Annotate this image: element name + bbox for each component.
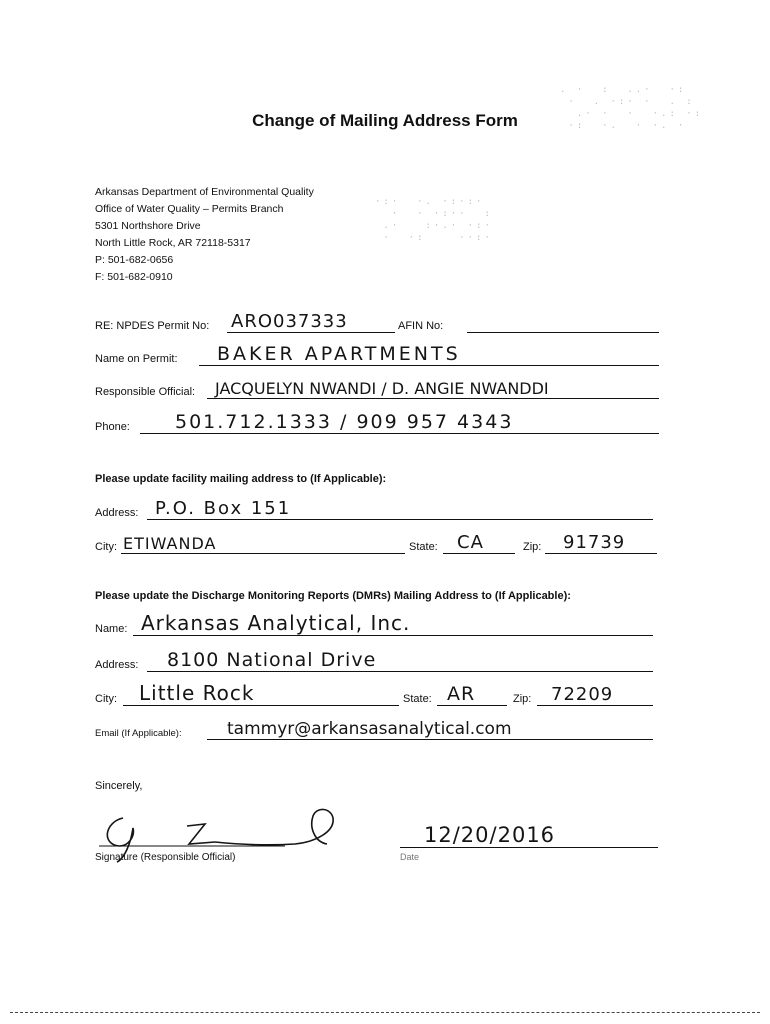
phone-field[interactable]: 501.712.1333 / 909 957 4343 <box>175 411 514 433</box>
facility-state-field[interactable]: CA <box>457 532 484 553</box>
signature-mark <box>95 800 375 880</box>
dmr-name-field[interactable]: Arkansas Analytical, Inc. <box>141 611 411 635</box>
agency-line: Arkansas Department of Environmental Quality <box>95 186 314 198</box>
responsible-official-row <box>95 379 755 401</box>
page-bottom-rule <box>10 1012 760 1013</box>
dmr-name-line <box>133 635 653 636</box>
received-stamp-middle: ·:· ·. ·:·:· · · ·:·· : .· :·.· ·:· · ·: ··:· <box>375 197 493 243</box>
agency-line: North Little Rock, AR 72118-5317 <box>95 237 251 249</box>
facility-city-label: City: <box>95 541 117 553</box>
dmr-zip-line <box>537 705 653 706</box>
permit-no-line <box>227 332 395 333</box>
name-on-permit-line <box>199 365 659 366</box>
dmr-name-row <box>95 611 665 638</box>
closing-text: Sincerely, <box>95 780 143 792</box>
page-title: Change of Mailing Address Form <box>252 111 518 130</box>
facility-state-line <box>443 553 515 554</box>
dmr-state-label: State: <box>403 693 432 705</box>
dmr-email-field[interactable]: tammyr@arkansasanalytical.com <box>227 719 512 739</box>
permit-row <box>95 313 665 335</box>
facility-state-label: State: <box>409 541 438 553</box>
dmr-address-row <box>95 649 665 674</box>
dmr-city-row <box>95 681 665 708</box>
facility-zip-label: Zip: <box>523 541 542 553</box>
dmr-address-field[interactable]: 8100 National Drive <box>167 649 377 671</box>
dmr-city-field[interactable]: Little Rock <box>139 681 255 705</box>
facility-zip-line <box>545 553 657 554</box>
responsible-official-field[interactable]: JACQUELYN NWANDI / D. ANGIE NWANDDI <box>215 379 549 398</box>
phone-line <box>140 433 659 434</box>
date-field[interactable]: 12/20/2016 <box>424 823 556 847</box>
date-label: Date <box>400 852 420 862</box>
agency-line: P: 501-682-0656 <box>95 254 174 266</box>
date-row <box>400 823 660 850</box>
dmr-city-label: City: <box>95 693 117 705</box>
facility-section-heading: Please update facility mailing address to (If Applicable): <box>95 473 387 485</box>
facility-address-row <box>95 500 665 522</box>
name-on-permit-row <box>95 343 665 368</box>
permit-no-field[interactable]: ARO037333 <box>231 311 348 332</box>
dmr-email-label: Email (If Applicable): <box>95 728 182 739</box>
facility-city-row <box>95 534 665 556</box>
facility-address-field[interactable]: P.O. Box 151 <box>155 498 292 519</box>
agency-address-block <box>95 184 314 286</box>
dmr-address-label: Address: <box>95 659 139 671</box>
dmr-name-label: Name: <box>95 623 128 635</box>
dmr-zip-field[interactable]: 72209 <box>551 684 614 705</box>
phone-row <box>95 411 665 436</box>
name-on-permit-label: Name on Permit: <box>95 353 178 365</box>
dmr-state-field[interactable]: AR <box>447 683 476 705</box>
facility-city-field[interactable]: ETIWANDA <box>123 534 217 553</box>
facility-zip-field[interactable]: 91739 <box>563 532 626 553</box>
signature-label: Signature (Responsible Official) <box>95 852 236 863</box>
afin-label: AFIN No: <box>398 320 444 332</box>
name-on-permit-field[interactable]: BAKER APARTMENTS <box>217 343 461 365</box>
received-stamp-top: . · : ..· ·: · . ·:· · . : .· · · ·.: ·: ·: ·. · ·. · <box>560 85 704 131</box>
phone-label: Phone: <box>95 421 130 433</box>
agency-line: Office of Water Quality – Permits Branch <box>95 203 284 215</box>
facility-city-line <box>121 553 405 554</box>
agency-line: F: 501-682-0910 <box>95 271 173 283</box>
agency-line: 5301 Northshore Drive <box>95 220 201 232</box>
dmr-zip-label: Zip: <box>513 693 532 705</box>
facility-address-label: Address: <box>95 507 139 519</box>
date-line <box>400 847 658 848</box>
responsible-official-label: Responsible Official: <box>95 386 196 398</box>
dmr-address-line <box>147 671 653 672</box>
dmr-state-line <box>437 705 507 706</box>
responsible-official-line <box>207 398 659 399</box>
dmr-email-line <box>207 739 653 740</box>
afin-line <box>467 332 659 333</box>
permit-no-label: RE: NPDES Permit No: <box>95 320 210 332</box>
dmr-section-heading: Please update the Discharge Monitoring Reports (DMRs) Mailing Address to (If Applicable): <box>95 590 571 602</box>
facility-address-line <box>147 519 653 520</box>
dmr-email-row <box>95 720 665 742</box>
dmr-city-line <box>123 705 399 706</box>
